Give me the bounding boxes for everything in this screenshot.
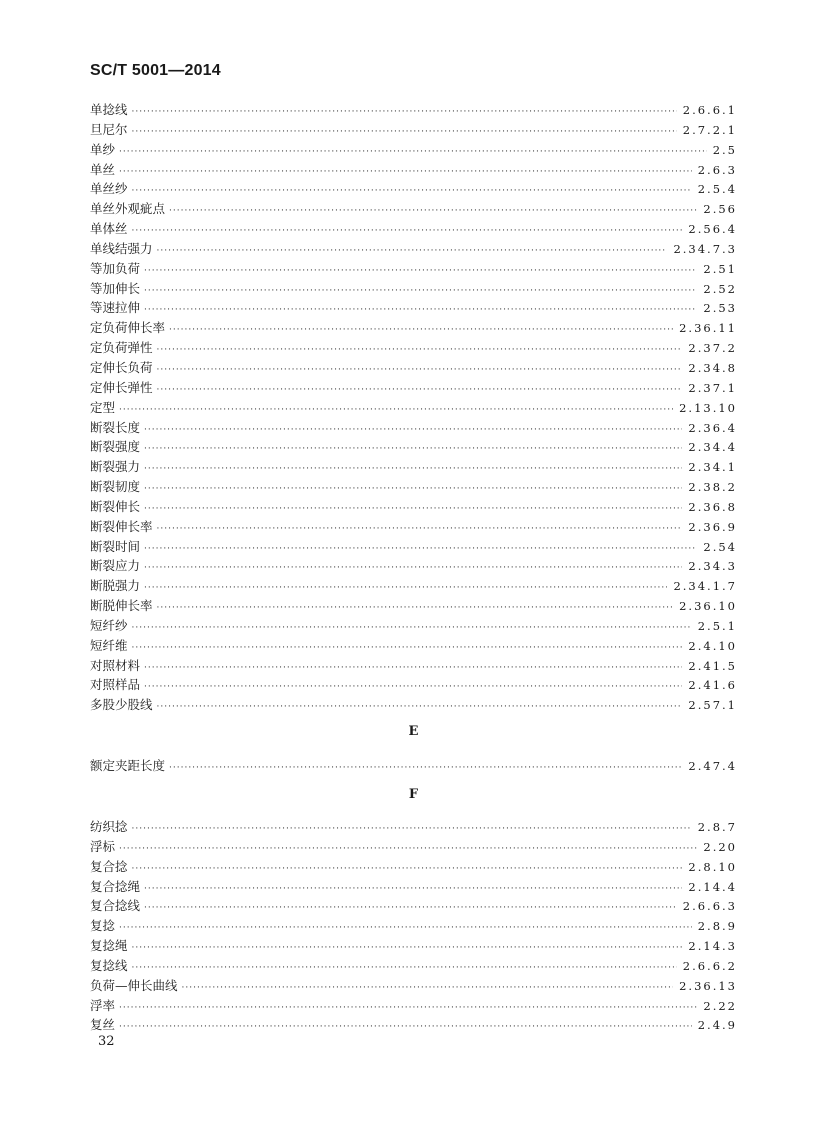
index-clause-ref: 2.6.3 — [697, 162, 737, 177]
dot-leader — [157, 698, 683, 718]
dot-leader — [144, 460, 682, 480]
index-clause-ref: 2.7.2.1 — [682, 122, 737, 137]
index-clause-ref: 2.6.6.2 — [682, 958, 737, 973]
index-clause-ref: 2.8.10 — [688, 859, 737, 874]
index-clause-ref: 2.14.3 — [688, 939, 737, 954]
index-term: 额定夹距长度 — [90, 758, 166, 773]
dot-leader — [132, 182, 692, 202]
dot-leader — [144, 480, 682, 500]
index-clause-ref: 2.37.1 — [688, 380, 737, 395]
index-term: 单捻线 — [90, 102, 128, 117]
index-entry — [90, 537, 737, 557]
index-term: 对照材料 — [90, 657, 141, 673]
index-entry — [90, 160, 737, 180]
index-entry — [90, 100, 737, 120]
index-clause-ref: 2.53 — [703, 301, 737, 316]
index-clause-ref: 2.38.2 — [688, 480, 737, 495]
index-entry — [90, 636, 737, 656]
dot-leader — [132, 860, 683, 880]
index-entry — [90, 378, 737, 398]
dot-leader — [182, 979, 674, 999]
index-clause-ref: 2.13.10 — [679, 400, 737, 415]
index-entry — [90, 279, 737, 299]
index-term: 单丝纱 — [90, 181, 128, 197]
index-entry — [90, 239, 737, 259]
dot-leader — [119, 143, 707, 163]
index-clause-ref: 2.6.6.1 — [682, 103, 737, 117]
index-clause-ref: 2.52 — [703, 281, 737, 296]
index-entry — [90, 259, 737, 279]
index-term: 短纤维 — [90, 637, 128, 653]
index-entry — [90, 318, 737, 338]
index-clause-ref: 2.41.6 — [688, 678, 737, 693]
index-clause-ref: 2.47.4 — [688, 759, 737, 773]
page-header-standard-code: SC/T 5001—2014 — [90, 62, 221, 79]
index-term: 单纱 — [90, 141, 116, 157]
dot-leader — [157, 599, 674, 619]
index-term: 复丝 — [90, 1017, 116, 1033]
dot-leader — [157, 341, 683, 361]
index-clause-ref: 2.4.9 — [697, 1018, 737, 1033]
index-clause-ref: 2.56.4 — [688, 222, 737, 237]
dot-leader — [132, 619, 692, 639]
dot-leader — [132, 639, 683, 659]
index-entry — [90, 936, 737, 956]
dot-leader — [144, 301, 697, 321]
index-entry — [90, 497, 737, 517]
index-entry — [90, 140, 737, 160]
index-entry — [90, 179, 737, 199]
dot-leader — [169, 321, 673, 341]
index-term: 定伸长负荷 — [90, 359, 153, 375]
index-entry — [90, 199, 737, 219]
index-clause-ref: 2.36.4 — [688, 420, 737, 435]
dot-leader — [144, 262, 697, 282]
index-entry — [90, 437, 737, 457]
dot-leader — [169, 759, 682, 779]
index-clause-ref: 2.34.1.7 — [673, 579, 737, 594]
index-entry — [90, 398, 737, 418]
index-entry — [90, 338, 737, 358]
index-clause-ref: 2.5.4 — [697, 182, 737, 197]
index-term: 单丝 — [90, 161, 116, 177]
index-entry — [90, 576, 737, 596]
index-clause-ref: 2.57.1 — [688, 698, 737, 713]
index-clause-ref: 2.36.10 — [679, 599, 737, 614]
index-clause-ref: 2.54 — [703, 539, 737, 554]
section-letter-f: F — [408, 787, 419, 802]
index-clause-ref: 2.34.7.3 — [673, 241, 737, 256]
index-term: 复捻 — [90, 918, 116, 934]
index-term: 单线结强力 — [90, 240, 153, 256]
index-entry — [90, 756, 737, 776]
index-term: 旦尼尔 — [90, 121, 128, 137]
dot-leader — [132, 939, 683, 959]
index-clause-ref: 2.20 — [703, 839, 737, 854]
index-clause-ref: 2.36.8 — [688, 499, 737, 514]
dot-leader — [119, 401, 673, 421]
index-term: 复捻绳 — [90, 938, 128, 954]
dot-leader — [144, 282, 697, 302]
index-clause-ref: 2.36.9 — [688, 519, 737, 534]
index-entry — [90, 996, 737, 1016]
index-entry — [90, 675, 737, 695]
dot-leader — [144, 678, 682, 698]
dot-leader — [144, 540, 697, 560]
index-clause-ref: 2.41.5 — [688, 658, 737, 673]
index-term: 等加伸长 — [90, 280, 141, 296]
dot-leader — [157, 242, 668, 262]
index-entry — [90, 857, 737, 877]
index-entry — [90, 298, 737, 318]
index-term: 复合捻绳 — [90, 878, 141, 894]
index-term: 断裂伸长率 — [90, 518, 153, 534]
index-term: 断裂强力 — [90, 459, 141, 475]
index-clause-ref: 2.36.11 — [679, 321, 737, 336]
dot-leader — [144, 500, 682, 520]
index-entry — [90, 916, 737, 936]
index-clause-ref: 2.34.1 — [688, 460, 737, 475]
index-entry — [90, 477, 737, 497]
dot-leader — [144, 880, 682, 900]
dot-leader — [132, 820, 692, 840]
index-term: 断脱强力 — [90, 578, 141, 594]
dot-leader — [157, 361, 683, 381]
index-entry — [90, 120, 737, 140]
index-clause-ref: 2.56 — [703, 202, 737, 217]
section-letter-e: E — [408, 724, 419, 739]
dot-leader — [157, 520, 683, 540]
index-term: 断裂时间 — [90, 538, 141, 554]
index-clause-ref: 2.36.13 — [679, 978, 737, 993]
index-clause-ref: 2.5 — [712, 142, 737, 157]
index-entry — [90, 517, 737, 537]
index-clause-ref: 2.5.1 — [697, 618, 737, 633]
dot-leader — [144, 579, 667, 599]
index-clause-ref: 2.22 — [703, 998, 737, 1013]
index-entry — [90, 976, 737, 996]
dot-leader — [132, 123, 677, 143]
index-clause-ref: 2.8.9 — [697, 919, 737, 934]
dot-leader — [119, 1018, 692, 1038]
dot-leader — [144, 440, 682, 460]
dot-leader — [132, 222, 683, 242]
index-term: 负荷—伸长曲线 — [90, 977, 178, 993]
index-entry — [90, 656, 737, 676]
index-term: 断裂伸长 — [90, 498, 141, 514]
dot-leader — [132, 959, 677, 979]
index-entry — [90, 695, 737, 715]
index-term: 浮标 — [90, 838, 116, 854]
dot-leader — [119, 163, 692, 183]
index-clause-ref: 2.37.2 — [688, 341, 737, 356]
index-clause-ref: 2.4.10 — [688, 638, 737, 653]
index-entry — [90, 418, 737, 438]
index-term: 定负荷伸长率 — [90, 320, 166, 336]
index-entry — [90, 877, 737, 897]
index-clause-ref: 2.34.8 — [688, 360, 737, 375]
index-term: 断裂长度 — [90, 419, 141, 435]
index-entry — [90, 896, 737, 916]
index-term: 复合捻 — [90, 858, 128, 874]
dot-leader — [119, 840, 697, 860]
index-section-f — [90, 817, 737, 1035]
index-entry — [90, 219, 737, 239]
index-term: 定型 — [90, 399, 116, 415]
dot-leader — [169, 202, 697, 222]
dot-leader — [119, 919, 692, 939]
index-clause-ref: 2.6.6.3 — [682, 899, 737, 914]
index-section-d — [90, 100, 737, 715]
index-clause-ref: 2.51 — [703, 261, 737, 276]
index-clause-ref: 2.34.3 — [688, 559, 737, 574]
index-entry — [90, 956, 737, 976]
index-term: 纺织捻 — [90, 819, 128, 834]
index-entry — [90, 457, 737, 477]
index-term: 多股少股线 — [90, 697, 153, 713]
index-clause-ref: 2.14.4 — [688, 879, 737, 894]
dot-leader — [119, 999, 697, 1019]
index-entry — [90, 1015, 737, 1035]
index-entry — [90, 837, 737, 857]
index-entry — [90, 556, 737, 576]
index-term: 复捻线 — [90, 957, 128, 973]
index-term: 断脱伸长率 — [90, 598, 153, 614]
index-term: 断裂应力 — [90, 558, 141, 574]
dot-leader — [132, 103, 677, 123]
index-term: 单丝外观疵点 — [90, 201, 166, 217]
index-term: 短纤纱 — [90, 617, 128, 633]
dot-leader — [144, 899, 677, 919]
index-term: 单体丝 — [90, 221, 128, 237]
index-entry — [90, 596, 737, 616]
index-entry — [90, 358, 737, 378]
index-term: 断裂韧度 — [90, 479, 141, 495]
index-term: 复合捻线 — [90, 898, 141, 914]
index-clause-ref: 2.8.7 — [697, 820, 737, 834]
index-term: 浮率 — [90, 997, 116, 1013]
index-term: 等加负荷 — [90, 260, 141, 276]
page-number: 32 — [98, 1034, 115, 1049]
dot-leader — [144, 559, 682, 579]
index-term: 定伸长弹性 — [90, 379, 153, 395]
index-clause-ref: 2.34.4 — [688, 440, 737, 455]
dot-leader — [144, 421, 682, 441]
index-term: 定负荷弹性 — [90, 340, 153, 356]
dot-leader — [144, 659, 682, 679]
index-entry — [90, 817, 737, 837]
index-term: 对照样品 — [90, 677, 141, 693]
index-term: 断裂强度 — [90, 439, 141, 455]
index-entry — [90, 616, 737, 636]
index-term: 等速拉伸 — [90, 300, 141, 316]
index-section-e — [90, 756, 737, 776]
dot-leader — [157, 381, 683, 401]
